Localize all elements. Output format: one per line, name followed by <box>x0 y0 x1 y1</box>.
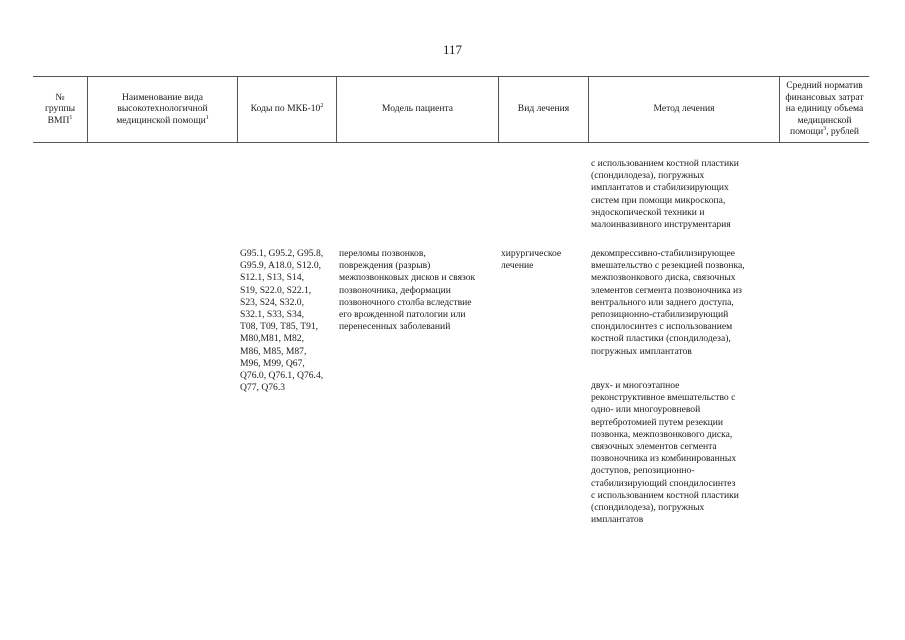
method-continuation-text: с использованием костной пластики (спондилодеза), погружных имплантатов и стабилизирующих систем при помощи микроскопа, эндоскопической техники и малоинвазивного инструментария <box>591 158 739 231</box>
treatment-method-cell-2: двух- и многоэтапное реконструктивное вмешательство с одно- или многоуровневой вертебротомией путем резекции позвонка, межпозвонкового диска, связочных элементов сегмента позвоночника из комбинированных доступов, репозиционно- стабилизирующий спондилосинтез с использованием костной пластики (спондилодеза), погружных имплантатов <box>591 380 739 526</box>
header-cost-standard: Средний норматив финансовых затрат на единицу объема медицинской помощи$^3$, рублей <box>785 80 864 138</box>
header-group-number: № группы ВМП$^1$ <box>44 91 76 126</box>
header-patient-model: Модель пациента <box>381 103 454 115</box>
header-icd-codes: Коды по МКБ-$10^2$ <box>250 103 324 115</box>
header-treatment-type: Вид лечения <box>517 103 570 115</box>
header-treatment-method: Метод лечения <box>653 103 715 115</box>
treatment-method-cell-1: декомпрессивно-стабилизирующее вмешательство с резекцией позвонка, межпозвонкового диска, связочных элементов сегмента позвоночника из вентрального или заднего доступа, репозиционно-стабилизирующий спондилосинтез с использованием костной пластики (спондилодеза), погружных имплантатов <box>591 248 745 357</box>
icd-codes-cell: G95.1, G95.2, G95.8, G95.9, A18.0, S12.0, S12.1, S13, S14, S19, S22.0, S22.1, S23, S24, S32.0, S32.1, S33, S34, T08, T09, T85, T91, M80,M81, M82, M86, M85, M87, M96, M99, Q67, Q76.0, Q76.1, Q76.4, Q77, Q76.3 <box>240 248 324 394</box>
page-number: 117 <box>442 42 463 57</box>
header-bottom-border <box>33 142 869 143</box>
treatment-type-cell: хирургическое лечение <box>501 248 562 272</box>
header-care-type: Наименование вида высокотехнологичной медицинской помощи$^1$ <box>116 91 209 126</box>
patient-model-cell: переломы позвонков, повреждения (разрыв) межпозвонковых дисков и связок позвоночника, деформации позвоночного столба вследствие его врожденной патологии или перенесенных заболеваний <box>339 248 476 333</box>
